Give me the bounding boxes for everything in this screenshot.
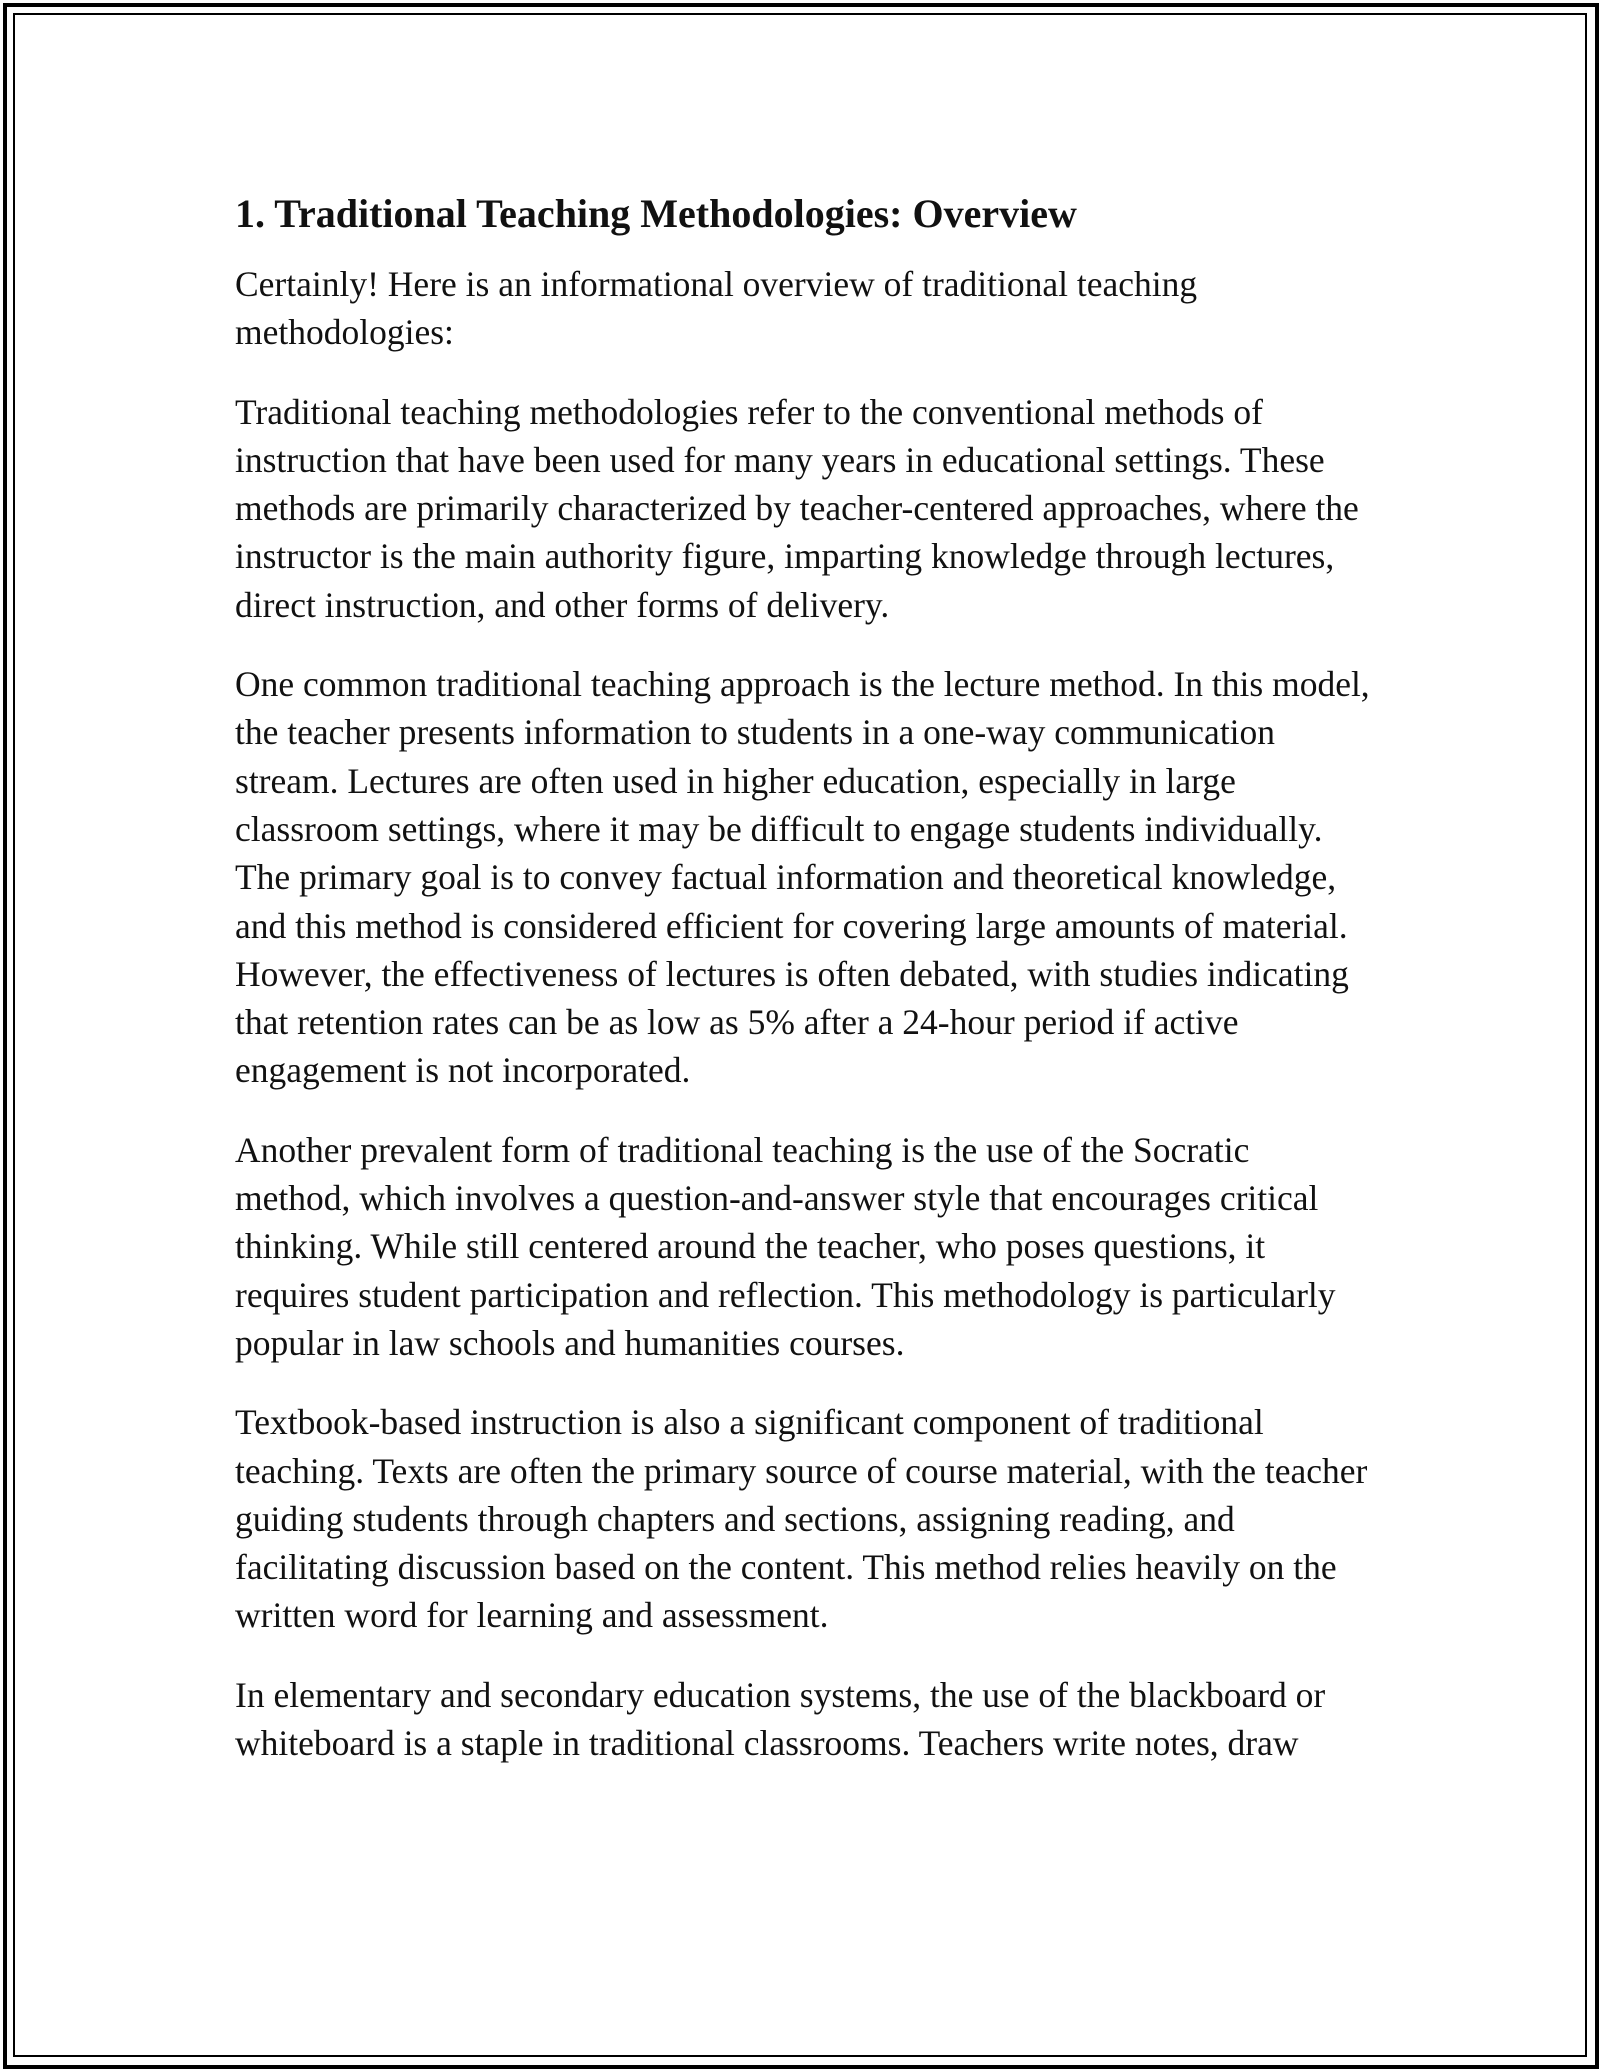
paragraph-textbook-instruction: Textbook-based instruction is also a significant component of traditional teaching. Texts are often the primary source of course material, with the teacher guiding students through chapters and sections, assigning reading, and facilitating discussion based on the content. This method relies heavily on the written word for learning and assessment. (235, 1402, 1368, 1636)
paragraph-socratic-method: Another prevalent form of traditional teaching is the use of the Socratic method, which involves a question-and-answer style that encourages critical thinking. While still centered around the teacher, who poses questions, it requires student participation and reflection. This methodology is particularly popular in law schools and humanities courses. (235, 1129, 1336, 1363)
paragraph-intro: Certainly! Here is an informational overview of traditional teaching methodologies: (235, 264, 1198, 353)
paragraph-definition: Traditional teaching methodologies refer to the conventional methods of instruction that have been used for many years in educational settings. These methods are primarily characterized by teacher-centered approaches, where the instructor is the main authority figure, imparting knowledge through lectures, direct instruction, and other forms of delivery. (235, 391, 1359, 625)
document-body (235, 186, 1370, 1798)
paragraph-lecture-method: One common traditional teaching approach is the lecture method. In this model, the teacher presents information to students in a one-way communication stream. Lectures are often used in higher education, especially in large classroom settings, where it may be difficult to engage students individually. The primary goal is to convey factual information and theoretical knowledge, and this method is considered efficient for covering large amounts of material. However, the effectiveness of lectures is often debated, with studies indicating that retention rates can be as low as 5% after a 24-hour period if active engagement is not incorporated. (235, 664, 1370, 1091)
paragraph-blackboard: In elementary and secondary education systems, the use of the blackboard or whiteboard is a staple in traditional classrooms. Teachers write notes, draw (235, 1674, 1326, 1764)
section-heading: 1. Traditional Teaching Methodologies: Overview (235, 191, 1077, 236)
